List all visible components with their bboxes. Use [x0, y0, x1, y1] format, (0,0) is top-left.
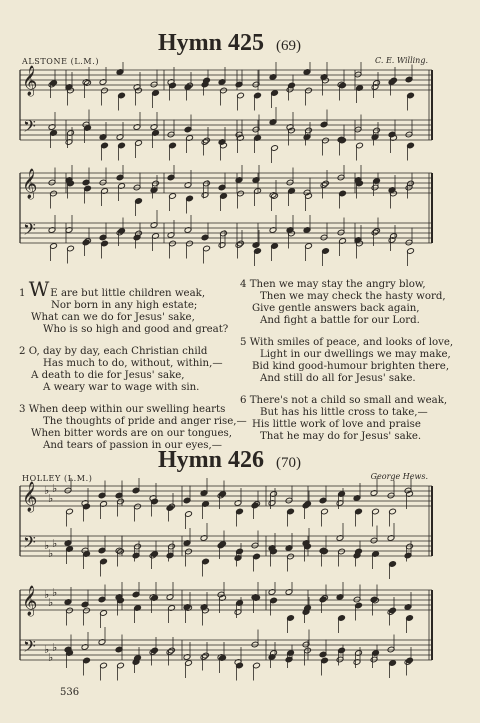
hymn-number: 425 — [228, 30, 265, 56]
svg-text:♭: ♭ — [44, 643, 50, 656]
svg-text:♭: ♭ — [52, 586, 58, 599]
drop-cap: W — [28, 277, 50, 301]
hymn-number: 426 — [228, 447, 265, 473]
stanza-1: 1 WE are but little children weak, Nor born in any high estate; What can we do for Jesus' sake, Who is so high and good and great? — [19, 277, 229, 335]
hymn-label: Hymn — [158, 30, 223, 56]
stanza-3: 3 When deep within our swelling hearts The thoughts of pride and anger rise,— When bitter words are on our tongues, And tears of passion in our eyes,— — [19, 404, 247, 451]
svg-text:♭: ♭ — [44, 539, 50, 552]
svg-text:𝄢: 𝄢 — [23, 532, 36, 556]
svg-text:♭: ♭ — [48, 651, 54, 664]
svg-text:♭: ♭ — [48, 492, 54, 505]
stanza-4: 4 Then we may stay the angry blow, Then we may check the hasty word, Give gentle answers back again, And fight a battle for our Lord. — [240, 279, 446, 326]
music-system-4 — [0, 582, 480, 692]
tune-name: ALSTONE (L.M.) — [22, 57, 100, 66]
svg-text:𝄢: 𝄢 — [23, 219, 36, 243]
page-number: 536 — [60, 687, 80, 698]
music-system-2 — [0, 165, 480, 275]
svg-text:𝄞: 𝄞 — [22, 482, 38, 512]
svg-text:♭: ♭ — [44, 588, 50, 601]
hymn-alt-number: (69) — [276, 38, 302, 54]
svg-text:♭: ♭ — [52, 482, 58, 495]
verses-right-column — [240, 279, 470, 453]
hymn-425-title — [158, 30, 301, 57]
svg-text:♭: ♭ — [44, 484, 50, 497]
hymn-426-title — [158, 447, 301, 474]
hymn-alt-number: (70) — [276, 455, 302, 471]
svg-text:♭: ♭ — [52, 641, 58, 654]
svg-text:𝄢: 𝄢 — [23, 116, 36, 140]
stanza-6: 6 There's not a child so small and weak, But has his little cross to take,— His little work of love and praise That he may do for Jesus' sake. — [240, 395, 448, 442]
music-system-1 — [0, 62, 480, 172]
composer-name: C. E. Willing. — [375, 56, 428, 65]
stanza-2: 2 O, day by day, each Christian child Has much to do, without, within,— A death to die for Jesus' sake, A weary war to wage with sin. — [19, 346, 223, 393]
svg-text:♭: ♭ — [48, 596, 54, 609]
tune-name: HOLLEY (L.M.) — [22, 474, 93, 483]
svg-text:𝄞: 𝄞 — [22, 66, 38, 96]
svg-text:♭: ♭ — [48, 547, 54, 560]
svg-text:𝄞: 𝄞 — [22, 586, 38, 616]
hymn-label: Hymn — [158, 447, 223, 473]
music-system-3 — [0, 478, 480, 588]
svg-text:𝄢: 𝄢 — [23, 636, 36, 660]
svg-text:♭: ♭ — [52, 537, 58, 550]
verse-number: 1 — [19, 288, 26, 299]
composer-name: George Hews. — [370, 472, 428, 481]
verses-left-column — [19, 277, 247, 462]
stanza-5: 5 With smiles of peace, and looks of love, Light in our dwellings we may make, Bid kind good-humour brighten there, And still do all for Jesus' sake. — [240, 337, 454, 384]
svg-text:𝄞: 𝄞 — [22, 169, 38, 199]
